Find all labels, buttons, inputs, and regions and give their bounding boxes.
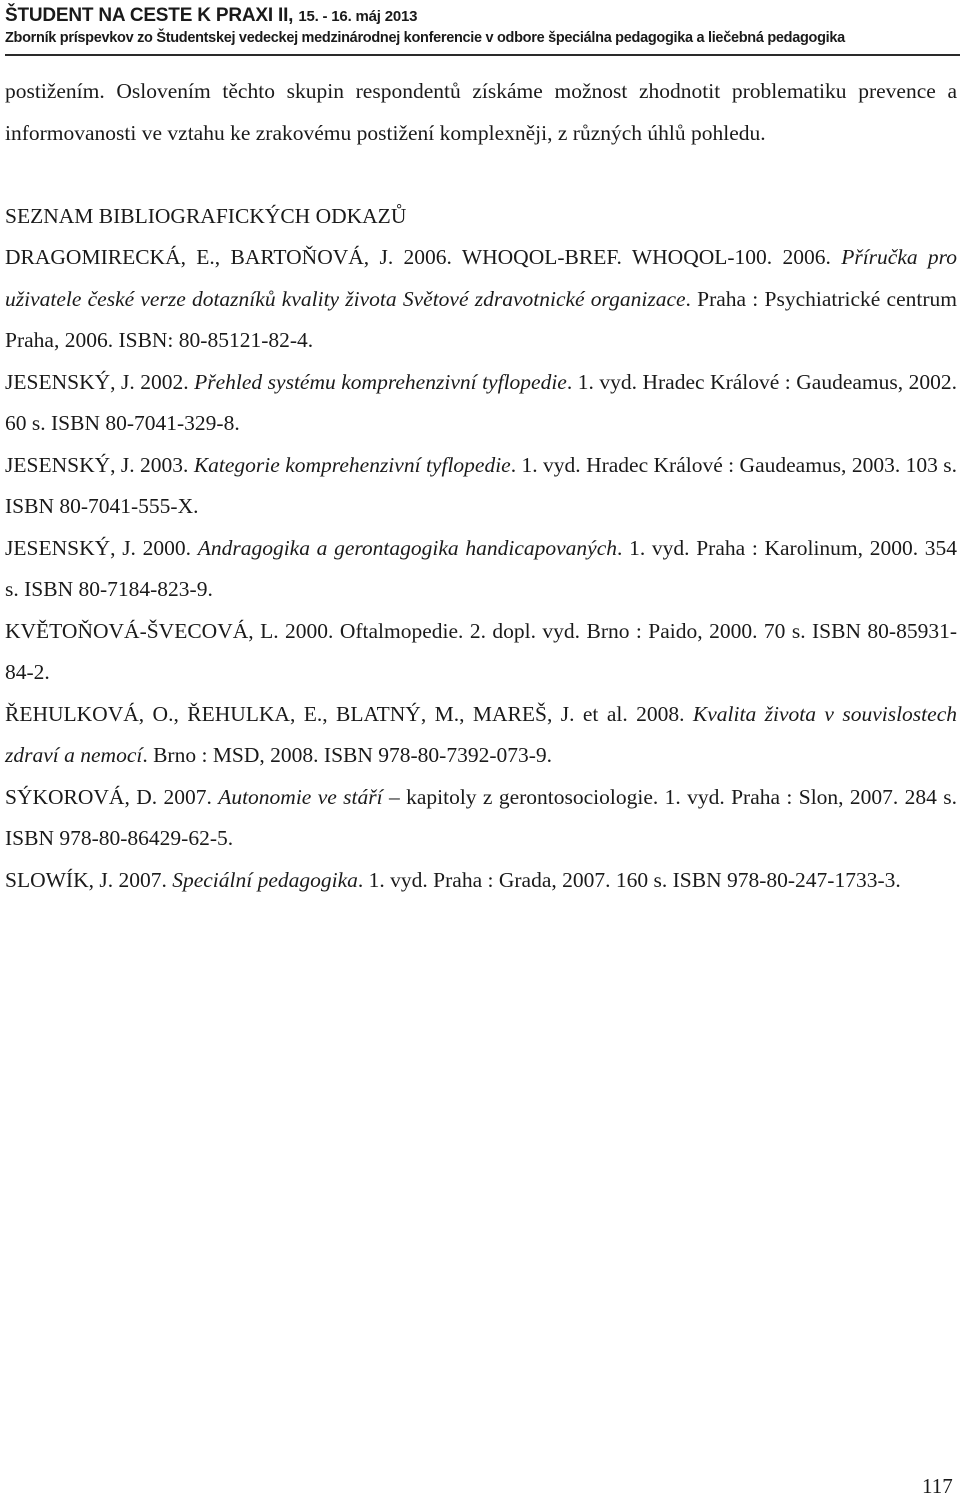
reference-text: SÝKOROVÁ, D. 2007.: [5, 784, 219, 809]
reference-title: Kategorie komprehenzivní tyflopedie: [193, 452, 511, 477]
reference-item: [5, 528, 957, 611]
reference-item: [5, 777, 957, 860]
reference-title: Autonomie ve stáří: [218, 784, 383, 809]
reference-item: [5, 237, 957, 362]
section-heading: SEZNAM BIBLIOGRAFICKÝCH ODKAZŮ: [5, 203, 407, 228]
reference-title: Příručka pro uživatele české verze dotazníků kvality života Světové zdravotnické organizace: [5, 245, 957, 311]
reference-text: DRAGOMIRECKÁ, E., BARTOŇOVÁ, J. 2006. WHOQOL-BREF. WHOQOL-100. 2006.: [5, 245, 842, 269]
reference-text: JESENSKÝ, J. 2000.: [5, 535, 198, 560]
reference-item: [5, 611, 957, 694]
reference-text: ŘEHULKOVÁ, O., ŘEHULKA, E., BLATNÝ, M., MAREŠ, J. et al. 2008.: [5, 701, 693, 726]
reference-text: SLOWÍK, J. 2007.: [5, 867, 173, 892]
reference-title: Speciální pedagogika: [172, 867, 358, 892]
reference-text: . 1. vyd. Praha : Grada, 2007. 160 s. ISBN 978-80-247-1733-3.: [357, 867, 901, 892]
reference-text: . 1. vyd. Hradec Králové : Gaudeamus, 2003. 103 s. ISBN 80-7041-555-X.: [5, 452, 957, 518]
conference-date: 15. - 16. máj 2013: [298, 8, 418, 25]
header-divider: [5, 54, 960, 56]
reference-text: . 1. vyd. Hradec Králové : Gaudeamus, 2002. 60 s. ISBN 80-7041-329-8.: [5, 369, 958, 435]
proceedings-subtitle: Zborník príspevkov zo Študentskej vedeckej medzinárodnej konferencie v odbore špeciálna pedagogika a liečebná pedagogika: [5, 30, 845, 46]
reference-text: – kapitoly z gerontosociologie. 1. vyd. Praha : Slon, 2007. 284 s. ISBN 978-80-86429-62-5.: [5, 784, 958, 850]
conference-title: [5, 5, 417, 27]
reference-item: [5, 860, 957, 902]
reference-text: . Praha : Psychiatrické centrum Praha, 2006. ISBN: 80-85121-82-4.: [5, 286, 957, 352]
reference-title: Kvalita života v souvislostech zdraví a nemocí: [5, 701, 957, 767]
reference-text: . 1. vyd. Praha : Karolinum, 2000. 354 s. ISBN 80-7184-823-9.: [5, 535, 958, 601]
reference-item: [5, 694, 957, 777]
reference-text: . Brno : MSD, 2008. ISBN 978-80-7392-073-9.: [142, 743, 553, 767]
page-body: [5, 71, 957, 901]
reference-item: [5, 362, 957, 445]
reference-item: [5, 445, 957, 528]
reference-title: Přehled systému komprehenzivní tyflopedie: [194, 369, 567, 394]
reference-text: JESENSKÝ, J. 2003.: [5, 452, 194, 477]
conference-title-main: ŠTUDENT NA CESTE K PRAXI II,: [5, 5, 299, 26]
intro-paragraph: postižením. Oslovením těchto skupin respondentů získáme možnost zhodnotit problematiku prevence a informovanosti ve vztahu ke zrakovému postižení komplexněji, z různých úhlů pohledu.: [5, 79, 957, 145]
reference-text: KVĚTOŇOVÁ-ŠVECOVÁ, L. 2000. Oftalmopedie. 2. dopl. vyd. Brno : Paido, 2000. 70 s. ISBN 80-85931-84-2.: [5, 618, 957, 684]
page-number: 117: [922, 1474, 953, 1498]
reference-text: JESENSKÝ, J. 2002.: [5, 369, 195, 394]
reference-title: Andragogika a gerontagogika handicapovaných: [197, 535, 618, 560]
